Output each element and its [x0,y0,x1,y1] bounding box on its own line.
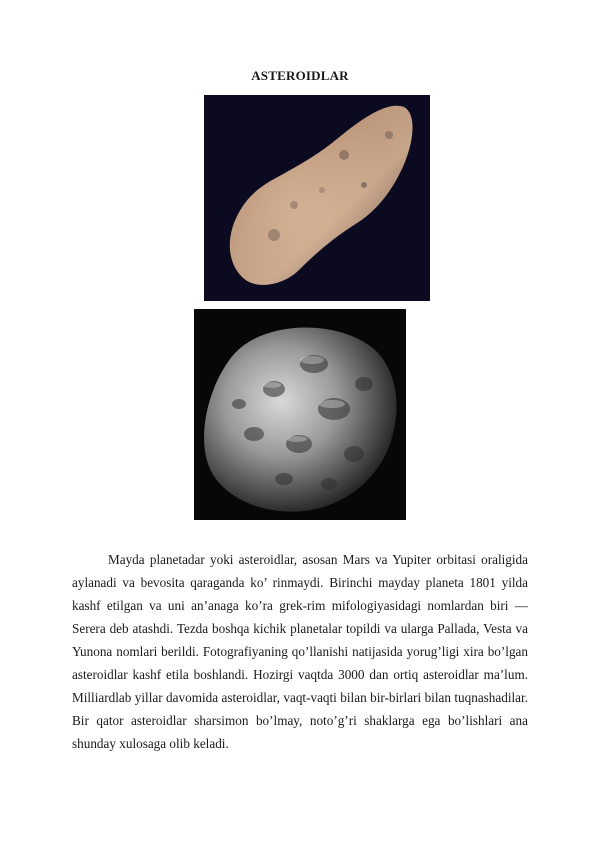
asteroid-photo-1 [204,95,430,301]
page-title: ASTEROIDLAR [251,68,349,83]
asteroid-photo-2 [194,309,406,520]
body-paragraph: Mayda planetadar yoki asteroidlar, asosan Mars va Yupiter orbitasi oraligida aylanadi va bevosita qaraganda ko’ rinmaydi. Birinchi mayday planeta 1801 yilda kashf etilgan va uni an’anaga ko’ra grek-rim mifologiyasidagi nomlardan biri — Serera deb atashdi. Tezda boshqa kichik planetalar topildi va ularga Pallada, Vesta va Yunona nomlari berildi. Fotografiyaning qo’llanishi natijasida yorug’ligi xira bo’lgan asteroidlar kashf etila boshlandi. Hozirgi vaqtda 3000 dan ortiq asteroidlar ma’lum. Milliardlab yillar davomida asteroidlar, vaqt-vaqti bilan bir-birlari bilan tuqnashadilar. Bir qator asteroidlar sharsimon bo’lmay, noto’g’ri shaklarga ega bo’lishlari ana shunday xulosaga olib keladi. [72,552,528,751]
